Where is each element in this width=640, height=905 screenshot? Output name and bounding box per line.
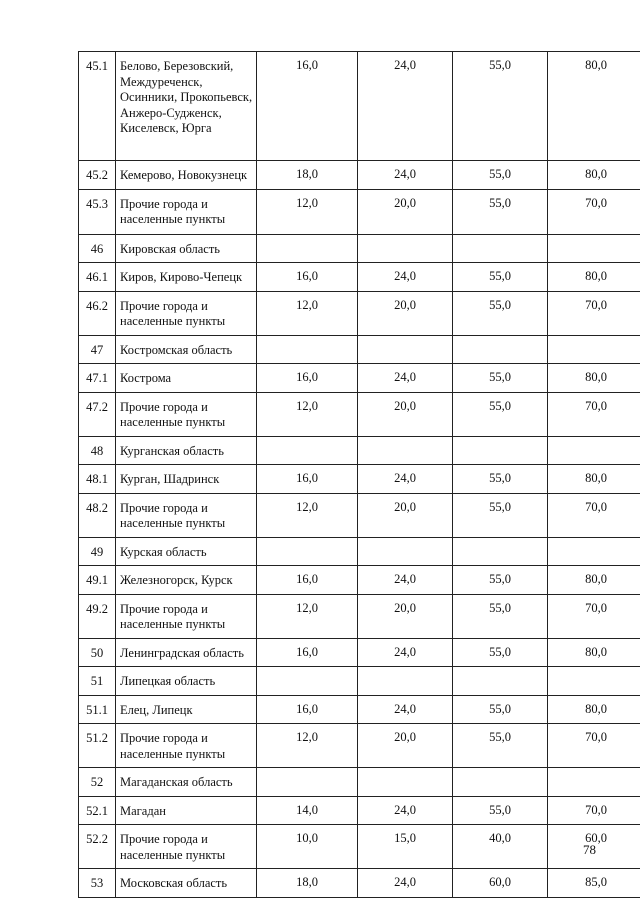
row-number: 47.2 [79,392,116,436]
row-number: 47.1 [79,364,116,393]
row-value-1: 18,0 [257,161,358,190]
table-row [79,825,640,869]
page-number: 78 [583,842,596,857]
row-value-3: 55,0 [453,566,548,595]
row-locality: Курган, Шадринск [116,465,257,494]
row-locality: Прочие города и населенные пункты [116,493,257,537]
row-value-4: 80,0 [548,364,640,393]
row-value-2: 24,0 [358,638,453,667]
row-locality: Кострома [116,364,257,393]
row-number: 46.2 [79,291,116,335]
row-value-2: 20,0 [358,724,453,768]
row-value-3 [453,234,548,263]
row-value-4: 80,0 [548,566,640,595]
row-value-1: 16,0 [257,695,358,724]
row-number: 48.1 [79,465,116,494]
row-value-1 [257,768,358,797]
row-number: 45.1 [79,52,116,161]
row-value-2 [358,234,453,263]
row-number: 52 [79,768,116,797]
row-value-4 [548,335,640,364]
row-locality: Липецкая область [116,667,257,696]
table-row [79,234,640,263]
row-value-1: 16,0 [257,52,358,161]
row-locality: Курская область [116,537,257,566]
row-locality: Кемерово, Новокузнецк [116,161,257,190]
row-value-2: 20,0 [358,392,453,436]
row-value-1: 10,0 [257,825,358,869]
row-locality: Прочие города и населенные пункты [116,291,257,335]
row-value-3: 55,0 [453,364,548,393]
row-value-2 [358,335,453,364]
row-value-4: 70,0 [548,724,640,768]
row-number: 51.2 [79,724,116,768]
row-value-4: 80,0 [548,465,640,494]
row-value-2: 24,0 [358,161,453,190]
row-value-1 [257,537,358,566]
row-value-4: 70,0 [548,291,640,335]
row-value-1: 12,0 [257,291,358,335]
row-number: 46.1 [79,263,116,292]
table-row [79,263,640,292]
row-value-1: 16,0 [257,364,358,393]
table-row [79,638,640,667]
row-number: 48 [79,436,116,465]
row-value-1: 16,0 [257,566,358,595]
row-locality: Прочие города и населенные пункты [116,724,257,768]
row-value-4: 80,0 [548,161,640,190]
row-value-3 [453,335,548,364]
row-locality: Прочие города и населенные пункты [116,392,257,436]
row-value-3 [453,768,548,797]
row-value-4 [548,234,640,263]
row-value-2: 24,0 [358,263,453,292]
row-value-1: 12,0 [257,594,358,638]
row-value-3: 55,0 [453,493,548,537]
row-value-4: 80,0 [548,263,640,292]
row-value-2: 24,0 [358,869,453,898]
row-locality: Костромская область [116,335,257,364]
row-value-4: 70,0 [548,796,640,825]
row-value-2: 24,0 [358,695,453,724]
row-number: 47 [79,335,116,364]
row-locality: Прочие города и населенные пункты [116,825,257,869]
row-value-2: 24,0 [358,796,453,825]
row-locality: Московская область [116,869,257,898]
row-value-1 [257,436,358,465]
row-value-4: 60,0 [548,825,640,869]
table-body [79,52,640,898]
row-value-3 [453,537,548,566]
row-value-1 [257,234,358,263]
row-locality: Киров, Кирово-Чепецк [116,263,257,292]
row-value-4: 80,0 [548,638,640,667]
row-value-4: 70,0 [548,594,640,638]
row-locality: Железногорск, Курск [116,566,257,595]
row-value-2: 20,0 [358,594,453,638]
row-value-2: 15,0 [358,825,453,869]
table-row [79,493,640,537]
row-value-4: 80,0 [548,695,640,724]
row-value-3: 55,0 [453,724,548,768]
row-value-3: 55,0 [453,638,548,667]
row-value-1: 16,0 [257,263,358,292]
row-locality: Прочие города и населенные пункты [116,189,257,234]
row-value-2: 20,0 [358,189,453,234]
row-value-2: 24,0 [358,52,453,161]
row-value-3: 55,0 [453,796,548,825]
row-value-2: 20,0 [358,291,453,335]
table-row [79,695,640,724]
row-value-1: 16,0 [257,465,358,494]
row-value-3: 55,0 [453,695,548,724]
table-row [79,566,640,595]
row-number: 50 [79,638,116,667]
row-value-1: 12,0 [257,189,358,234]
table-row [79,724,640,768]
row-locality: Курганская область [116,436,257,465]
row-value-3: 55,0 [453,392,548,436]
row-value-1 [257,667,358,696]
row-value-3 [453,436,548,465]
tariff-table [78,51,640,898]
row-number: 48.2 [79,493,116,537]
table-row [79,52,640,161]
row-value-3 [453,667,548,696]
row-value-4 [548,436,640,465]
row-value-2 [358,768,453,797]
row-value-3: 55,0 [453,291,548,335]
row-value-4: 70,0 [548,493,640,537]
row-value-4 [548,537,640,566]
row-number: 52.1 [79,796,116,825]
row-value-4 [548,768,640,797]
table-row [79,436,640,465]
row-value-4: 85,0 [548,869,640,898]
row-value-2 [358,436,453,465]
table-row [79,189,640,234]
row-number: 53 [79,869,116,898]
row-value-3: 60,0 [453,869,548,898]
table-row [79,537,640,566]
row-number: 51.1 [79,695,116,724]
row-number: 49.1 [79,566,116,595]
table-row [79,364,640,393]
table-row [79,335,640,364]
row-value-3: 55,0 [453,52,548,161]
row-value-2 [358,537,453,566]
row-locality: Кировская область [116,234,257,263]
row-value-3: 55,0 [453,594,548,638]
row-locality: Елец, Липецк [116,695,257,724]
table-row [79,594,640,638]
row-value-1: 18,0 [257,869,358,898]
row-value-1 [257,335,358,364]
row-locality: Магадан [116,796,257,825]
row-value-4: 70,0 [548,392,640,436]
row-locality: Магаданская область [116,768,257,797]
row-value-3: 55,0 [453,189,548,234]
row-number: 46 [79,234,116,263]
row-number: 51 [79,667,116,696]
row-value-3: 55,0 [453,465,548,494]
row-value-1: 12,0 [257,392,358,436]
row-locality: Ленинградская область [116,638,257,667]
row-number: 52.2 [79,825,116,869]
row-number: 49.2 [79,594,116,638]
table-row [79,465,640,494]
table-row [79,796,640,825]
row-value-4: 80,0 [548,52,640,161]
table-row [79,392,640,436]
row-value-4: 70,0 [548,189,640,234]
row-value-3: 55,0 [453,263,548,292]
table-row [79,161,640,190]
row-number: 45.2 [79,161,116,190]
row-value-2 [358,667,453,696]
row-value-2: 24,0 [358,465,453,494]
row-value-2: 20,0 [358,493,453,537]
row-value-2: 24,0 [358,364,453,393]
row-value-3: 55,0 [453,161,548,190]
row-value-1: 12,0 [257,724,358,768]
row-value-2: 24,0 [358,566,453,595]
table-row [79,869,640,898]
row-number: 49 [79,537,116,566]
row-value-1: 12,0 [257,493,358,537]
row-value-1: 16,0 [257,638,358,667]
row-number: 45.3 [79,189,116,234]
table-row [79,768,640,797]
table-row [79,667,640,696]
table-row [79,291,640,335]
row-value-4 [548,667,640,696]
row-value-3: 40,0 [453,825,548,869]
row-locality: Прочие города и населенные пункты [116,594,257,638]
row-value-1: 14,0 [257,796,358,825]
row-locality: Белово, Березовский, Междуреченск, Осинники, Прокопьевск, Анжеро-Судженск, Киселевск, Юрга [116,52,257,161]
